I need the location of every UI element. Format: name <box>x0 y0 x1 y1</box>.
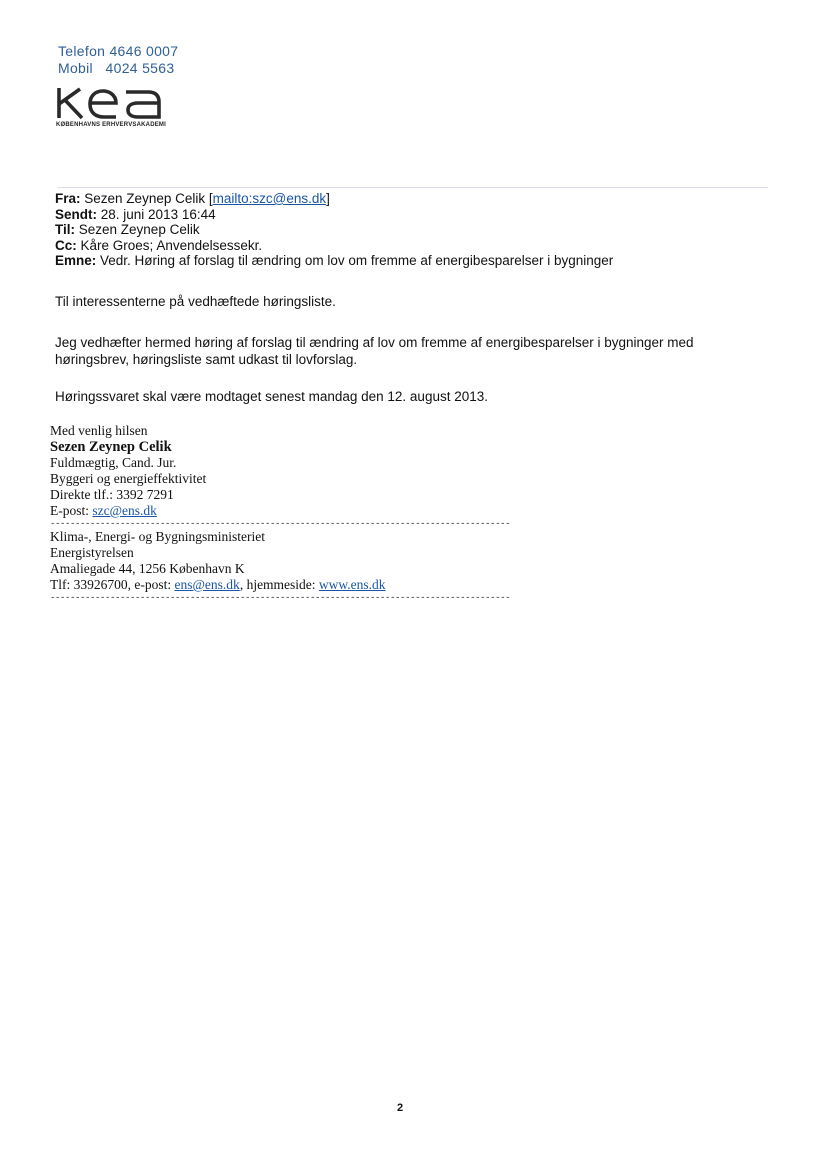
subject-label: Emne: <box>55 253 97 268</box>
signature-divider-bottom: -------------------------------------------------------------------------------------------- <box>50 593 511 603</box>
mobile-value: 4024 5563 <box>105 60 175 76</box>
signature-address: Amaliegade 44, 1256 København K <box>50 561 245 576</box>
contact-block <box>58 43 178 77</box>
kea-logo <box>56 86 171 128</box>
phone-line <box>58 43 178 60</box>
sent-line <box>55 207 613 223</box>
logo-subtitle: KØBENHAVNS ERHVERVSAKADEMI <box>56 122 166 128</box>
kea-logo-icon <box>56 86 168 120</box>
signature-email-label: E-post: <box>50 503 93 518</box>
sent-label: Sendt: <box>55 206 97 222</box>
to-line <box>55 222 613 238</box>
from-name: Sezen Zeynep Celik <box>84 191 206 206</box>
mobile-line <box>58 60 178 77</box>
website-prefix: , hjemmeside: <box>239 577 319 592</box>
signature-divider-top: -------------------------------------------------------------------------------------------- <box>50 519 511 529</box>
signature-email-line <box>50 503 448 519</box>
from-line: Fra: Sezen Zeynep Celik [mailto:szc@ens.dk] <box>55 191 330 206</box>
page-number: 2 <box>397 1102 404 1114</box>
signature-block <box>50 423 511 603</box>
signature-greeting: Med venlig hilsen <box>50 423 148 438</box>
signature-email-link[interactable]: szc@ens.dk <box>92 503 157 518</box>
email-header <box>55 191 613 269</box>
subject-value: Vedr. Høring af forslag til ændring om lov om fremme af energibesparelser i bygninger <box>100 253 614 268</box>
signature-name: Sezen Zeynep Celik <box>50 439 172 455</box>
from-mailto-link[interactable]: mailto:szc@ens.dk <box>212 191 327 206</box>
header-divider <box>58 187 768 188</box>
phone-value: 4646 0007 <box>109 43 179 59</box>
website-link[interactable]: www.ens.dk <box>318 577 386 592</box>
cc-line <box>55 238 613 254</box>
signature-agency: Energistyrelsen <box>50 545 134 560</box>
from-label: Fra: <box>55 191 81 206</box>
body-paragraph-3: Høringssvaret skal være modtaget senest mandag den 12. august 2013. <box>55 389 488 404</box>
cc-value: Kåre Groes; Anvendelsessekr. <box>80 237 263 253</box>
signature-title: Fuldmægtig, Cand. Jur. <box>50 455 177 470</box>
body-paragraph-2: Jeg vedhæfter hermed høring af forslag til ændring af lov om fremme af energibesparelser i bygninger med høringsbrev, høringsliste samt udkast til lovforslag. <box>55 335 694 367</box>
signature-phone-prefix: Tlf: 33926700, e-post: <box>50 577 175 592</box>
signature-contact-line <box>50 577 448 593</box>
subject-line <box>55 253 613 269</box>
signature-ministry: Klima-, Energi- og Bygningsministeriet <box>50 529 265 544</box>
cc-label: Cc: <box>55 237 77 253</box>
to-label: Til: <box>55 222 75 237</box>
signature-department: Byggeri og energieffektivitet <box>50 471 207 486</box>
body-paragraph-1: Til interessenterne på vedhæftede høringsliste. <box>55 294 336 309</box>
mobile-label: Mobil <box>58 60 93 76</box>
phone-label: Telefon <box>58 43 106 59</box>
agency-email-link[interactable]: ens@ens.dk <box>174 577 240 592</box>
signature-direct-phone: Direkte tlf.: 3392 7291 <box>50 487 174 502</box>
to-value: Sezen Zeynep Celik <box>78 222 200 237</box>
sent-value: 28. juni 2013 16:44 <box>100 206 216 222</box>
